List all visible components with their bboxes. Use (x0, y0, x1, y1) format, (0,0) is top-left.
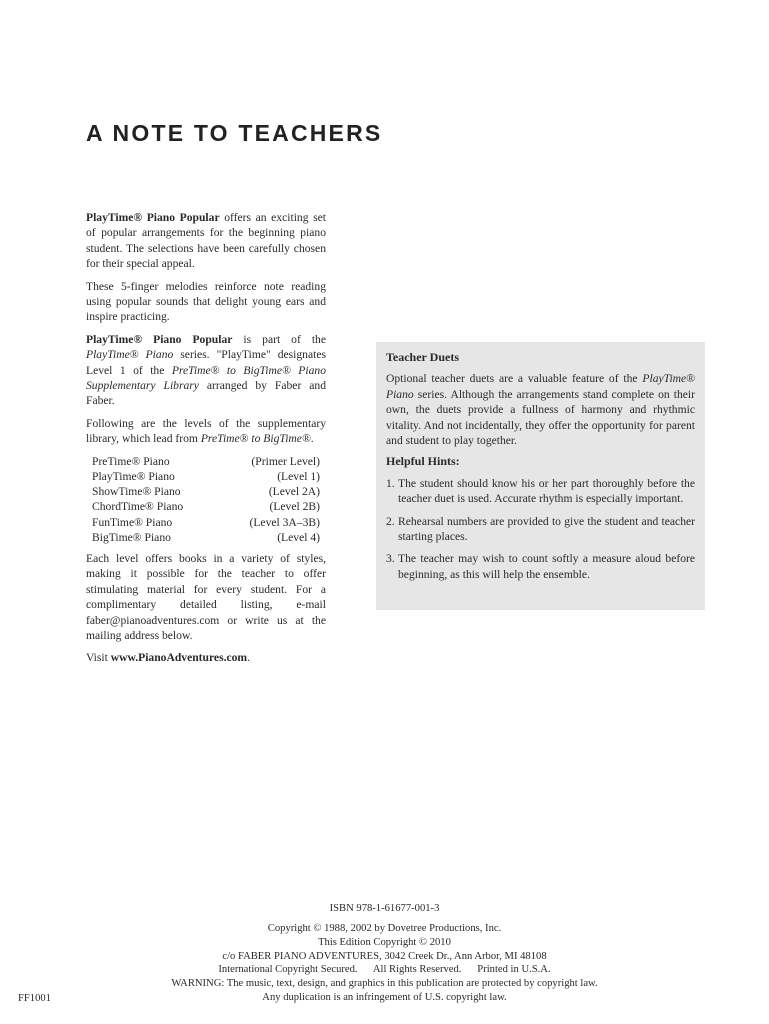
level-book: ChordTime® Piano (92, 500, 184, 514)
text: series. Although the arrangements stand complete on their own, the duets provide a fullness of harmony and rhythmic vitality. And not incidentally, they offer the opportunity for parent and student to play together. (386, 387, 695, 448)
text: is part of the (232, 332, 326, 346)
teacher-duets-heading: Teacher Duets (386, 350, 459, 364)
level-row (92, 469, 320, 484)
level-label: (Level 3A–3B) (249, 515, 320, 529)
level-row (92, 530, 320, 545)
copyright-line: International Copyright Secured. All Rights Reserved. Printed in U.S.A. (218, 964, 551, 976)
duets-paragraph (386, 371, 695, 448)
intro-paragraph (86, 210, 326, 272)
hint-number: 3. (386, 552, 395, 566)
level-row (92, 484, 320, 499)
text: Following are the levels of the supplementary library, which lead from (86, 416, 326, 446)
library-range: PreTime® to BigTime® (200, 432, 311, 446)
hint-text: The student should know his or her part thoroughly before the teacher duet is used. Accurate rhythm is especially important. (398, 476, 695, 506)
copyright-block (0, 922, 769, 1005)
copyright-line: WARNING: The music, text, design, and graphics in this publication are protected by copyright law. (171, 978, 598, 990)
level-book: PlayTime® Piano (92, 469, 175, 483)
isbn: ISBN 978-1-61677-001-3 (329, 903, 440, 914)
hint-number: 1. (386, 476, 395, 490)
series-name: PlayTime® Piano (86, 348, 174, 362)
page-title: A NOTE TO TEACHERS (86, 120, 383, 146)
hint-item (386, 476, 695, 507)
intro-column (86, 210, 326, 673)
hint-text: Rehearsal numbers are provided to give the student and teacher starting places. (398, 514, 695, 544)
text: Optional teacher duets are a valuable feature of the (386, 372, 643, 386)
book-title: PlayTime® Piano Popular (86, 332, 233, 346)
level-row (92, 515, 320, 530)
level-book: PreTime® Piano (92, 454, 170, 468)
levels-list (92, 454, 320, 545)
hints-list (386, 476, 695, 582)
level-label: (Level 1) (277, 469, 320, 483)
copyright-line: Any duplication is an infringement of U.S. copyright law. (262, 991, 507, 1003)
offers-paragraph: Each level offers books in a variety of styles, making it possible for the teacher to offer stimulating material for every student. For a complimentary detailed listing, e-mail faber@pianoadventures.com or write us at the mailing address below. (86, 551, 326, 642)
level-book: BigTime® Piano (92, 530, 171, 544)
hint-text: The teacher may wish to count softly a measure aloud before beginning, as this will help the ensemble. (398, 552, 695, 581)
copyright-line: This Edition Copyright © 2010 (318, 936, 451, 948)
visit-paragraph (86, 650, 326, 665)
level-book: FunTime® Piano (92, 515, 173, 529)
copyright-line: c/o FABER PIANO ADVENTURES, 3042 Creek Dr., Ann Arbor, MI 48108 (222, 950, 547, 962)
copyright-line: Copyright © 1988, 2002 by Dovetree Productions, Inc. (267, 923, 502, 934)
catalog-code: FF1001 (18, 993, 51, 1004)
levels-intro (86, 416, 326, 447)
series-paragraph (86, 332, 326, 409)
text: arranged by Faber and Faber. (86, 379, 326, 408)
hint-number: 2. (386, 514, 395, 528)
level-row (92, 454, 320, 469)
text: . (247, 651, 250, 665)
book-title: PlayTime® Piano Popular (86, 211, 220, 224)
level-label: (Level 2B) (269, 500, 320, 514)
library-name: PreTime® to BigTime® Piano Supplementary Library (86, 363, 326, 393)
text: . (310, 432, 314, 446)
level-label: (Primer Level) (251, 454, 320, 468)
text: series. "PlayTime" designates Level 1 of the (86, 348, 326, 377)
melodies-paragraph: These 5-finger melodies reinforce note reading using popular sounds that delight young ears and inspire practicing. (86, 279, 326, 324)
level-row (92, 499, 320, 514)
website-link: www.PianoAdventures.com (110, 651, 248, 665)
text: offers an exciting set of popular arrangements for the beginning piano student. The selections have been carefully chosen for their special appeal. (86, 211, 326, 271)
teacher-duets-box (376, 342, 705, 610)
level-label: (Level 2A) (268, 485, 320, 499)
hint-item (386, 514, 695, 545)
helpful-hints-heading: Helpful Hints: (386, 454, 460, 469)
series-name: PlayTime® Piano (386, 372, 695, 401)
hint-item (386, 551, 695, 582)
level-book: ShowTime® Piano (92, 485, 181, 499)
text: Visit (86, 651, 111, 665)
level-label: (Level 4) (277, 530, 320, 544)
